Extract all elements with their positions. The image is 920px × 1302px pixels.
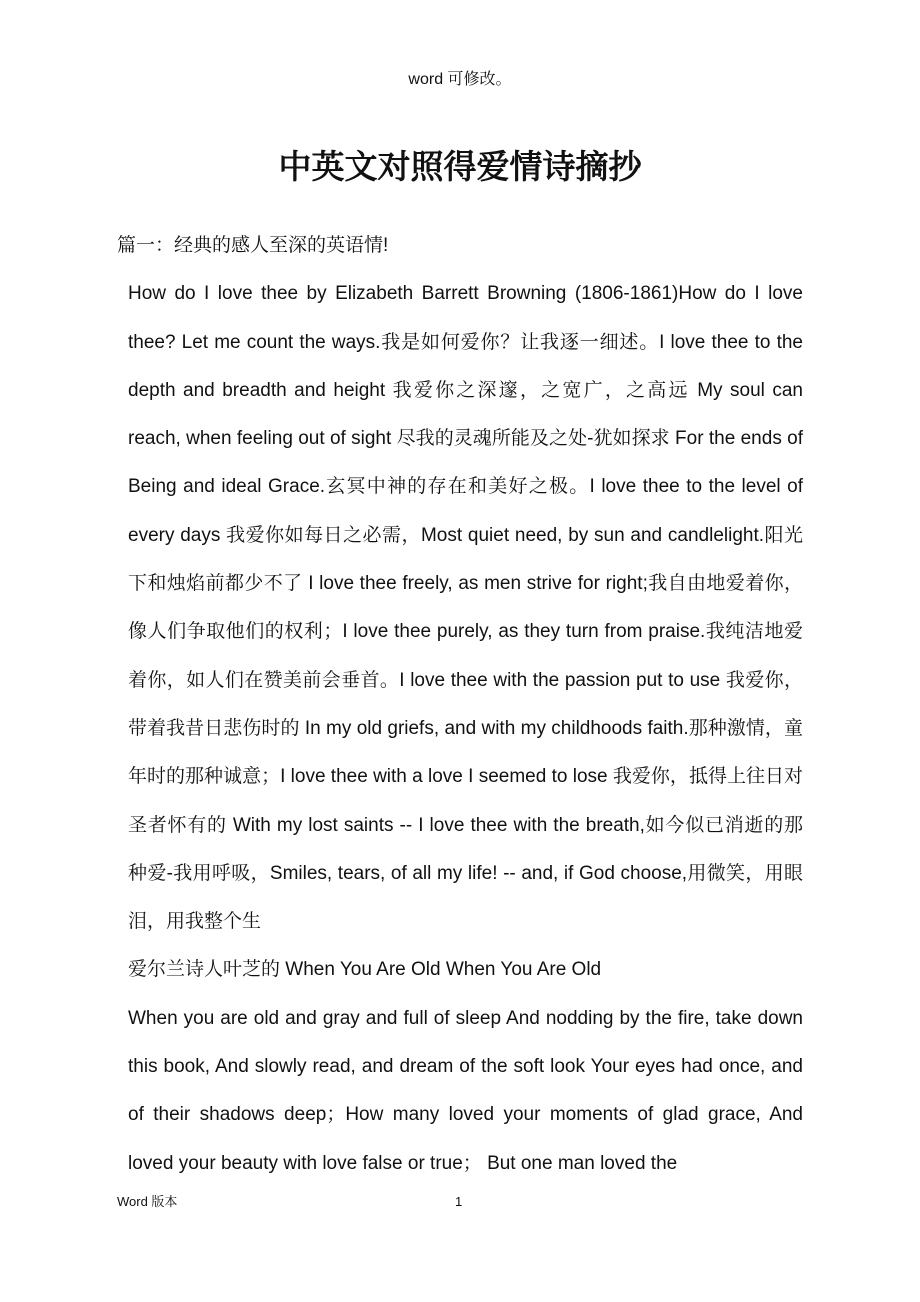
page-number: 1 bbox=[455, 1194, 463, 1209]
header-note: word 可修改。 bbox=[408, 71, 512, 88]
poem-paragraph-browning: How do I love thee by Elizabeth Barrett Browning (1806-1861)How do I love thee? Let me count the ways.我是如何爱你？让我逐一细述。I love thee to the depth and breadth and height 我爱你之深邃，之宽广，之高远 My soul can reach, when feeling out of sight 尽我的灵魂所能及之处-犹如探求 For the ends of Being and ideal Grace.玄冥中神的存在和美好之极。I love thee to the level of every days 我爱你如每日之必需，Most quiet need, by sun and candlelight.阳光下和烛焰前都少不了 I love thee freely, as men strive for right;我自由地爱着你，像人们争取他们的权利；I love thee purely, as they turn from praise.我纯洁地爱着你，如人们在赞美前会垂首。I love thee with the passion put to use 我爱你，带着我昔日悲伤时的 In my old griefs, and with my childhoods faith.那种激情，童年时的那种诚意；I love thee with a love I seemed to lose 我爱你，抵得上往日对圣者怀有的 With my lost saints -- I love thee with the breath,如今似已消逝的那种爱-我用呼吸，Smiles, tears, of all my life! -- and, if God choose,用微笑，用眼泪，用我整个生 bbox=[128, 283, 803, 933]
poem-paragraph-yeats: When you are old and gray and full of sleep And nodding by the fire, take down this book, And slowly read, and dream of the soft look Your eyes had once, and of their shadows deep；How many loved your moments of glad grace, And loved your beauty with love false or true； But one man loved the bbox=[128, 1007, 803, 1174]
document-title: 中英文对照得爱情诗摘抄 bbox=[278, 147, 642, 186]
poem-heading-yeats: 爱尔兰诗人叶芝的 When You Are Old When You Are Old bbox=[128, 959, 602, 981]
document-body bbox=[117, 222, 803, 1188]
footer-version-label: Word 版本 bbox=[117, 1194, 178, 1209]
section-heading: 篇一：经典的感人至深的英语情! bbox=[117, 235, 389, 256]
